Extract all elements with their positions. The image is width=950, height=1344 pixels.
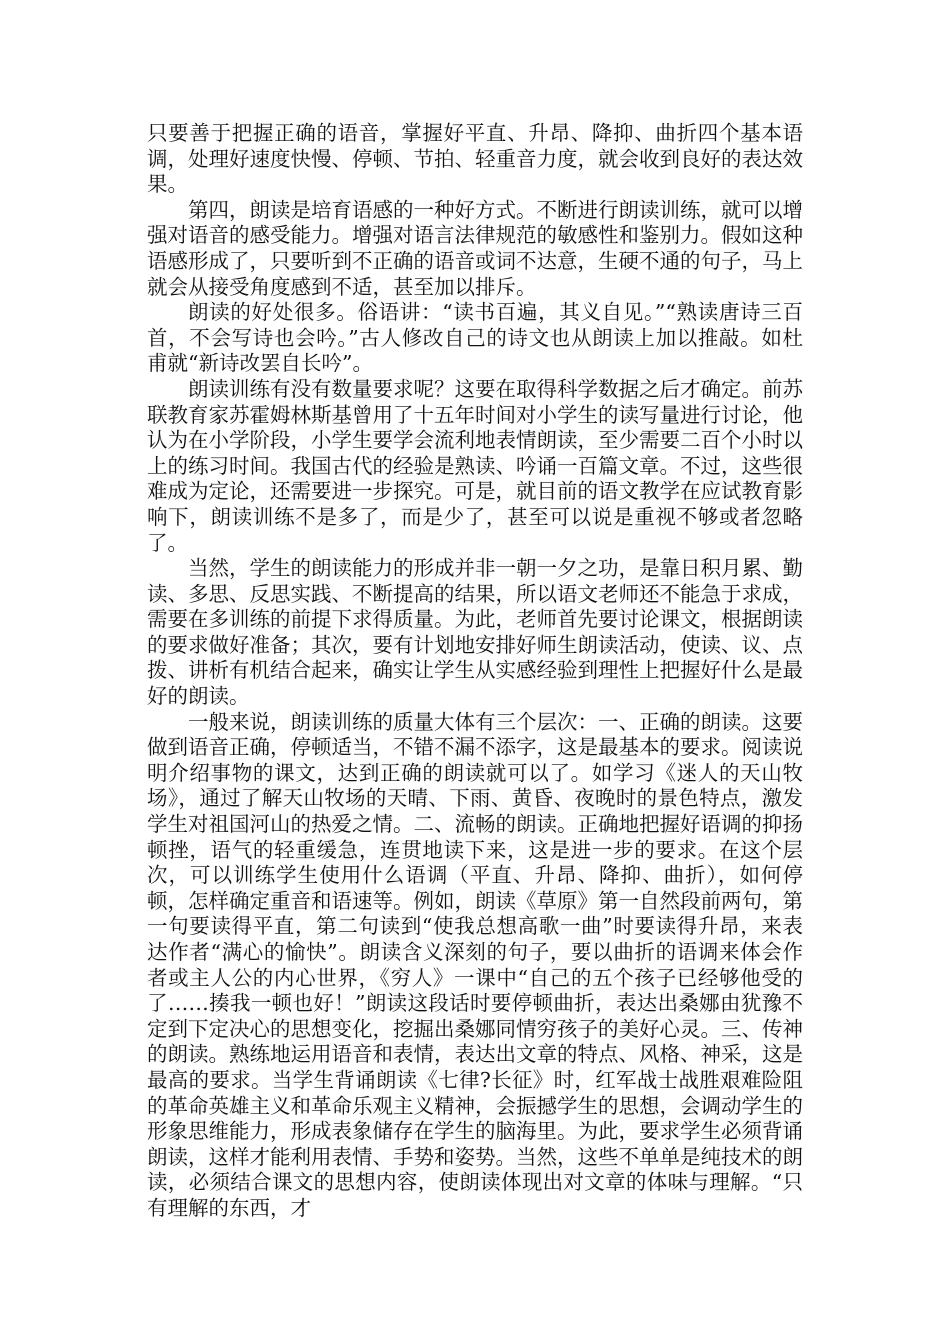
paragraph-point-four: 第四，朗读是培育语感的一种好方式。不断进行朗读训练，就可以增强对语音的感受能力。增强对语言法律规范的敏感性和鉴别力。假如这种语感形成了，只要听到不正确的语音或词不达意，生硬不通的句子，马上就会从接受角度感到不适，甚至加以排斥。 <box>147 197 803 299</box>
paragraph-continuation: 只要善于把握正确的语音，掌握好平直、升昂、降抑、曲折四个基本语调，处理好速度快慢、停顿、节拍、轻重音力度，就会收到良好的表达效果。 <box>147 121 803 197</box>
document-body <box>147 121 803 1222</box>
paragraph-quantity: 朗读训练有没有数量要求呢？这要在取得科学数据之后才确定。前苏联教育家苏霍姆林斯基曾用了十五年时间对小学生的读写量进行讨论，他认为在小学阶段，小学生要学会流利地表情朗读，至少需要二百个小时以上的练习时间。我国古代的经验是熟读、吟诵一百篇文章。不过，这些很难成为定论，还需要进一步探究。可是，就目前的语文教学在应试教育影响下，朗读训练不是多了，而是少了，甚至可以说是重视不够或者忽略了。 <box>147 376 803 555</box>
paragraph-quality-levels: 一般来说，朗读训练的质量大体有三个层次：一、正确的朗读。这要做到语音正确，停顿适当，不错不漏不添字，这是最基本的要求。阅读说明介绍事物的课文，达到正确的朗读就可以了。如学习《迷人的天山牧场》，通过了解天山牧场的天晴、下雨、黄昏、夜晚时的景色特点，激发学生对祖国河山的热爱之情。二、流畅的朗读。正确地把握好语调的抑扬顿挫，语气的轻重缓急，连贯地读下来，这是进一步的要求。在这个层次，可以训练学生使用什么语调（平直、升昂、降抑、曲折），如何停顿，怎样确定重音和语速等。例如，朗读《草原》第一自然段前两句，第一句要读得平直，第二句读到“使我总想高歌一曲”时要读得升昂，来表达作者“满心的愉快”。朗读含义深刻的句子，要以曲折的语调来体会作者或主人公的内心世界，《穷人》一课中“自己的五个孩子已经够他受的了……揍我一顿也好！”朗读这段话时要停顿曲折，表达出桑娜由犹豫不定到下定决心的思想变化，挖掘出桑娜同情穷孩子的美好心灵。三、传神的朗读。熟练地运用语音和表情，表达出文章的特点、风格、神采，这是最高的要求。当学生背诵朗读《七律?长征》时，红军战士战胜艰难险阻的革命英雄主义和革命乐观主义精神，会振撼学生的思想，会调动学生的形象思维能力，形成表象储存在学生的脑海里。为此，要求学生必须背诵朗读，这样才能利用表情、手势和姿势。当然，这些不单单是纯技术的朗读，必须结合课文的思想内容，使朗读体现出对文章的体味与理解。“只有理解的东西，才 <box>147 709 803 1220</box>
paragraph-benefits: 朗读的好处很多。俗语讲：“读书百遍，其义自见。”“熟读唐诗三百首，不会写诗也会吟。”古人修改自己的诗文也从朗读上加以推敲。如杜甫就“新诗改罢自长吟”。 <box>147 300 803 376</box>
paragraph-ability: 当然，学生的朗读能力的形成并非一朝一夕之功，是靠日积月累、勤读、多思、反思实践、不断提高的结果，所以语文老师还不能急于求成，需要在多训练的前提下求得质量。为此，老师首先要讨论课文，根据朗读的要求做好准备；其次，要有计划地安排好师生朗读活动，使读、议、点拨、讲析有机结合起来，确实让学生从实感经验到理性上把握好什么是最好的朗读。 <box>147 556 803 709</box>
